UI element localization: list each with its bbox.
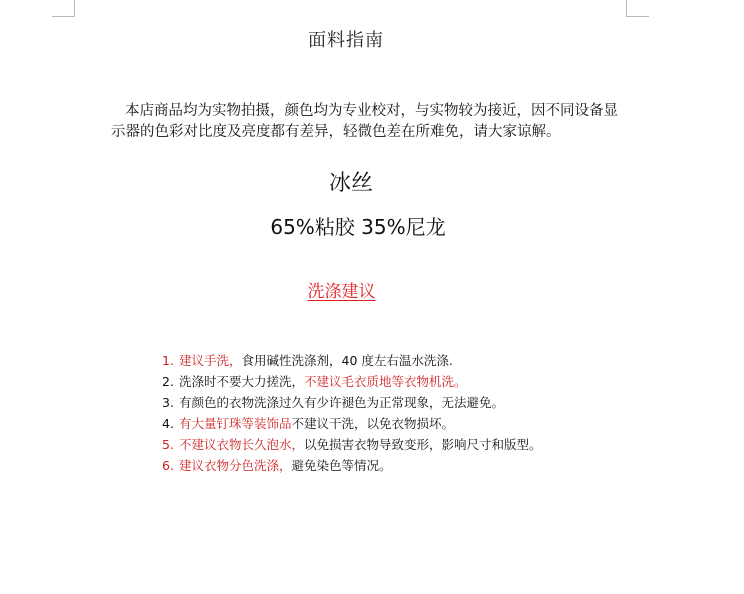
care-item-highlight: 不建议毛衣质地等衣物机洗。 <box>304 374 467 389</box>
care-list <box>162 350 542 476</box>
care-item-3 <box>162 392 542 413</box>
page-title: 面料指南 <box>308 30 384 51</box>
fabric-name: 冰丝 <box>328 171 373 196</box>
care-item-4 <box>162 413 542 434</box>
care-item-highlight: 有大量钉珠等装饰品 <box>179 416 292 431</box>
care-item-text: 洗涤时不要大力搓洗， <box>179 374 305 389</box>
care-item-6 <box>162 455 542 476</box>
care-item-text: 以免损害衣物导致变形，影响尺寸和版型。 <box>304 437 542 452</box>
care-heading: 洗涤建议 <box>307 282 376 302</box>
care-item-number: 1. <box>162 353 174 368</box>
care-item-2 <box>162 371 542 392</box>
care-item-number: 3. <box>162 395 174 410</box>
care-item-1 <box>162 350 542 371</box>
care-item-number: 2. <box>162 374 174 389</box>
care-item-5 <box>162 434 542 455</box>
care-item-highlight: 不建议衣物长久泡水， <box>179 437 305 452</box>
care-item-text: 有颜色的衣物洗涤过久有少许褪色为正常现象，无法避免。 <box>179 395 505 410</box>
care-item-text: 食用碱性洗涤剂，40 度左右温水洗涤. <box>241 353 453 368</box>
care-item-highlight: 建议衣物分色洗涤， <box>179 458 292 473</box>
care-item-text: 避免染色等情况。 <box>291 458 392 473</box>
crop-mark-top-left <box>52 0 75 17</box>
fabric-composition: 65%粘胶 35%尼龙 <box>270 215 446 239</box>
care-item-text: 不建议干洗，以免衣物损坏。 <box>291 416 455 431</box>
crop-mark-top-right <box>626 0 649 17</box>
care-item-number: 6. <box>162 458 174 473</box>
care-item-highlight: 建议手洗， <box>179 353 242 368</box>
care-item-number: 5. <box>162 437 174 452</box>
care-item-number: 4. <box>162 416 174 431</box>
intro-paragraph: 本店商品均为实物拍摄，颜色均为专业校对，与实物较为接近，因不同设备显示器的色彩对比度及亮度都有差异，轻微色差在所难免，请大家谅解。 <box>111 103 618 140</box>
